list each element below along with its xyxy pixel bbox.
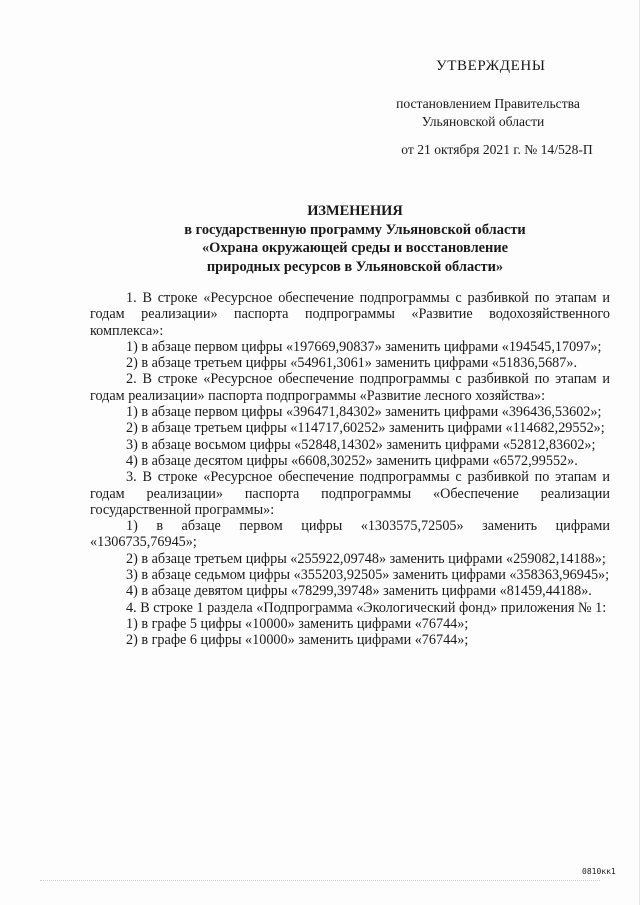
paragraph-2-1: 1) в абзаце первом цифры «396471,84302» заменить цифрами «396436,53602»; [126,404,602,421]
heading-line-3: «Охрана окружающей среды и восстановление [201,240,509,256]
paragraph-2-3: 3) в абзаце восьмом цифры «52848,14302» заменить цифрами «52812,83602»; [126,436,596,453]
approval-title: УТВЕРЖДЕНЫ [436,58,546,74]
heading-line-4: природных ресурсов в Ульяновской области» [206,258,504,275]
paragraph-1-1: 1) в абзаце первом цифры «197669,90837» заменить цифрами «194545,17097»; [126,338,602,355]
paragraph-1-2: 2) в абзаце третьем цифры «54961,3061» заменить цифрами «51836,5687». [126,355,577,372]
heading-line-2: в государственную программу Ульяновской области [184,221,526,238]
document-heading [60,202,640,276]
paragraph-4: 4. В строке 1 раздела «Подпрограмма «Экологический фонд» приложения № 1: [126,599,607,616]
paragraph-4-1: 1) в графе 5 цифры «10000» заменить цифрами «76744»; [126,615,469,632]
paragraph-2: 2. В строке «Ресурсное обеспечение подпрограммы с разбивкой по этапам и годам реализации» паспорта подпрограммы «Развитие лесного хозяйства»: [90,371,610,404]
paragraph-4-2: 2) в графе 6 цифры «10000» заменить цифрами «76744»; [126,632,469,649]
footer-code: 0810кк1 [582,867,616,876]
scan-dotted-line [40,880,600,881]
paragraph-2-4: 4) в абзаце десятом цифры «6608,30252» заменить цифрами «6572,99552». [126,452,578,469]
paragraph-3-2: 2) в абзаце третьем цифры «255922,09748» заменить цифрами «259082,14188»; [126,550,606,567]
paragraph-3-4: 4) в абзаце девятом цифры «78299,39748» заменить цифрами «81459,44188». [126,583,592,600]
paragraph-2-2: 2) в абзаце третьем цифры «114717,60252» заменить цифрами «114682,29552»; [126,420,605,437]
approval-date-number: от 21 октября 2021 г. № 14/528-П [401,142,593,157]
paragraph-3: 3. В строке «Ресурсное обеспечение подпрограммы с разбивкой по этапам и годам реализации» паспорта подпрограммы «Обеспечение реализации государственной программы»: [90,469,610,518]
paragraph-3-1: 1) в абзаце первом цифры «1303575,72505» заменить цифрами «1306735,76945»; [90,518,610,551]
document-body [90,290,610,649]
paragraph-3-3: 3) в абзаце седьмом цифры «355203,92505» заменить цифрами «358363,96945»; [126,567,610,584]
heading-title: ИЗМЕНЕНИЯ [307,203,403,219]
paragraph-1: 1. В строке «Ресурсное обеспечение подпрограммы с разбивкой по этапам и годам реализации» паспорта подпрограммы «Развитие водохозяйственного комплекса»: [90,290,610,339]
approval-line-1: постановлением Правительства [396,96,580,111]
approval-line-2: Ульяновской области [421,114,545,129]
